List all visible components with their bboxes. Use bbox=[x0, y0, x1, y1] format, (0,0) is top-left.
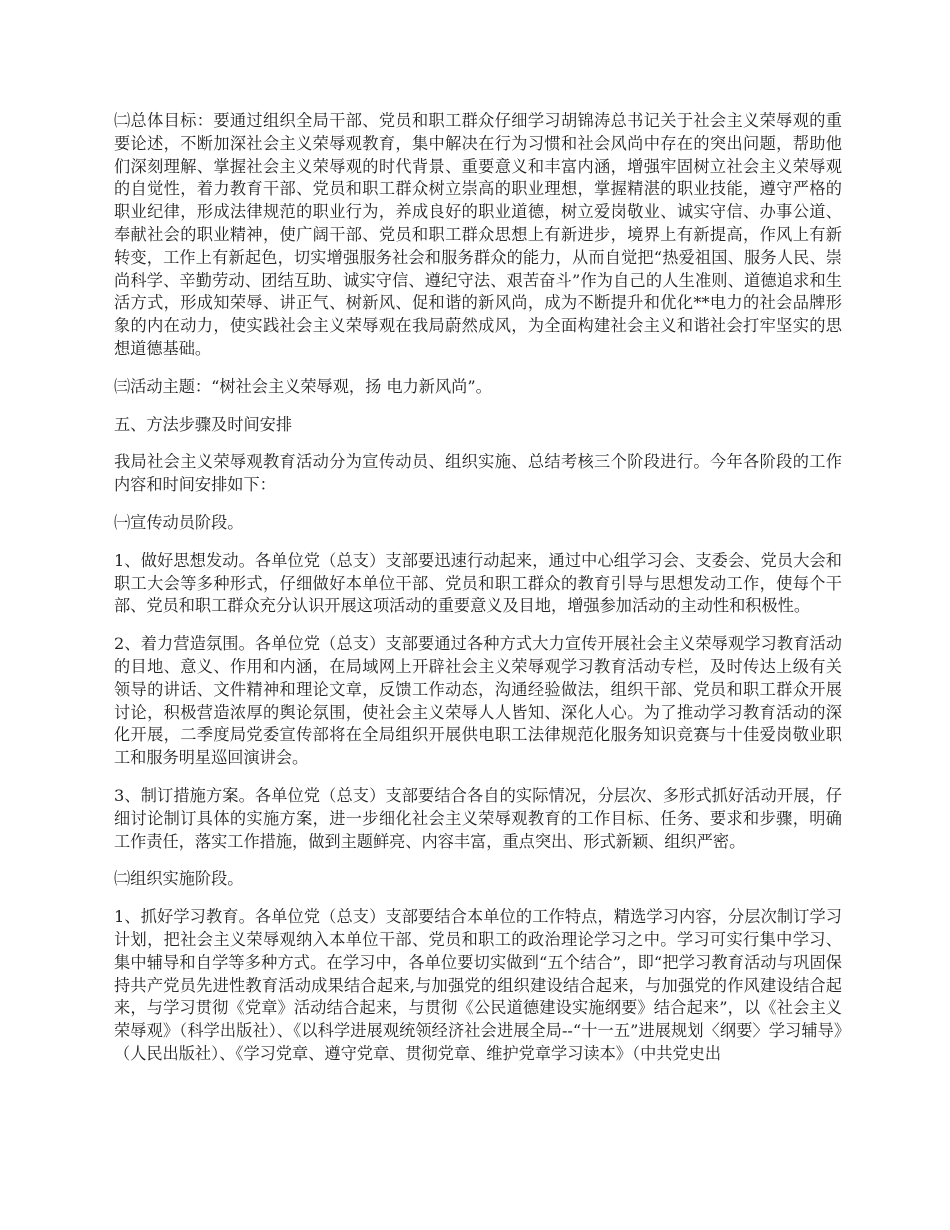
paragraph-formulate-plan: 3、制订措施方案。各单位党（总支）支部要结合各自的实际情况，分层次、多形式抓好活动开展，仔细讨论制订具体的实施方案，进一步细化社会主义荣辱观教育的工作目标、任务、要求和步骤，明确工作责任，落实工作措施，做到主题鲜亮、内容丰富，重点突出、形式新颖、组织严密。 bbox=[114, 785, 842, 851]
paragraph-create-atmosphere: 2、着力营造氛围。各单位党（总支）支部要通过各种方式大力宣传开展社会主义荣辱观学习教育活动的目地、意义、作用和内涵，在局域网上开辟社会主义荣辱观学习教育活动专栏，及时传达上级有关领导的讲话、文件精神和理论文章，反馈工作动态，沟通经验做法，组织干部、党员和职工群众开展讨论，积极营造浓厚的舆论氛围，使社会主义荣辱人人皆知、深化人心。为了推动学习教育活动的深化开展，二季度局党委宣传部将在全局组织开展供电职工法律规范化服务知识竞赛与十佳爱岗敬业职工和服务明星巡回演讲会。 bbox=[114, 634, 842, 768]
paragraph-study-education: 1、抓好学习教育。各单位党（总支）支部要结合本单位的工作特点，精选学习内容，分层次制订学习计划，把社会主义荣辱观纳入本单位干部、党员和职工的政治理论学习之中。学习可实行集中学习、集中辅导和自学等多种方式。在学习中，各单位要切实做到“五个结合”，即“把学习教育活动与巩固保持共产党员先进性教育活动成果结合起来,与加强党的组织建设结合起来，与加强党的作风建设结合起来，与学习贯彻《党章》活动结合起来，与贯彻《公民道德建设实施纲要》结合起来”，以《社会主义荣辱观》（科学出版社）、《以科学进展观统领经济社会进展全局--“十一五”进展规划〈纲要〉学习辅导》（人民出版社）、《学习党章、遵守党章、贯彻党章、维护党章学习读本》（中共党史出 bbox=[114, 907, 842, 1063]
paragraph-three-stages: 我局社会主义荣辱观教育活动分为宣传动员、组织实施、总结考核三个阶段进行。今年各阶段的工作内容和时间安排如下： bbox=[114, 452, 842, 495]
section-heading-methods-schedule: 五、方法步骤及时间安排 bbox=[114, 414, 293, 434]
subheading-publicity-stage: ㈠宣传动员阶段。 bbox=[114, 512, 244, 532]
document-body bbox=[114, 110, 842, 1081]
paragraph-ideological-mobilization: 1、做好思想发动。各单位党（总支）支部要迅速行动起来，通过中心组学习会、支委会、党员大会和职工大会等多种形式，仔细做好本单位干部、党员和职工群众的教育引导与思想发动工作，使每个干部、党员和职工群众充分认识开展这项活动的重要意义及目地，增强参加活动的主动性和积极性。 bbox=[114, 550, 842, 616]
subheading-implementation-stage: ㈡组织实施阶段。 bbox=[114, 869, 244, 889]
paragraph-overall-goal: ㈡总体目标：要通过组织全局干部、党员和职工群众仔细学习胡锦涛总书记关于社会主义荣辱观的重要论述，不断加深社会主义荣辱观教育，集中解决在行为习惯和社会风尚中存在的突出问题，帮助他们深刻理解、掌握社会主义荣辱观的时代背景、重要意义和丰富内涵，增强牢固树立社会主义荣辱观的自觉性，着力教育干部、党员和职工群众树立崇高的职业理想，掌握精湛的职业技能，遵守严格的职业纪律，形成法律规范的职业行为，养成良好的职业道德，树立爱岗敬业、诚实守信、办事公道、奉献社会的职业精神，使广阔干部、党员和职工群众思想上有新进步，境界上有新提高，作风上有新转变，工作上有新起色，切实增强服务社会和服务群众的能力，从而自觉把“热爱祖国、服务人民、崇尚科学、辛勤劳动、团结互助、诚实守信、遵纪守法、艰苦奋斗”作为自己的人生准则、道德追求和生活方式，形成知荣辱、讲正气、树新风、促和谐的新风尚，成为不断提升和优化**电力的社会品牌形象的内在动力，使实践社会主义荣辱观在我局蔚然成风，为全面构建社会主义和谐社会打牢坚实的思想道德基础。 bbox=[114, 111, 842, 358]
paragraph-activity-theme: ㈢活动主题：“树社会主义荣辱观，扬 电力新风尚”。 bbox=[114, 376, 492, 396]
